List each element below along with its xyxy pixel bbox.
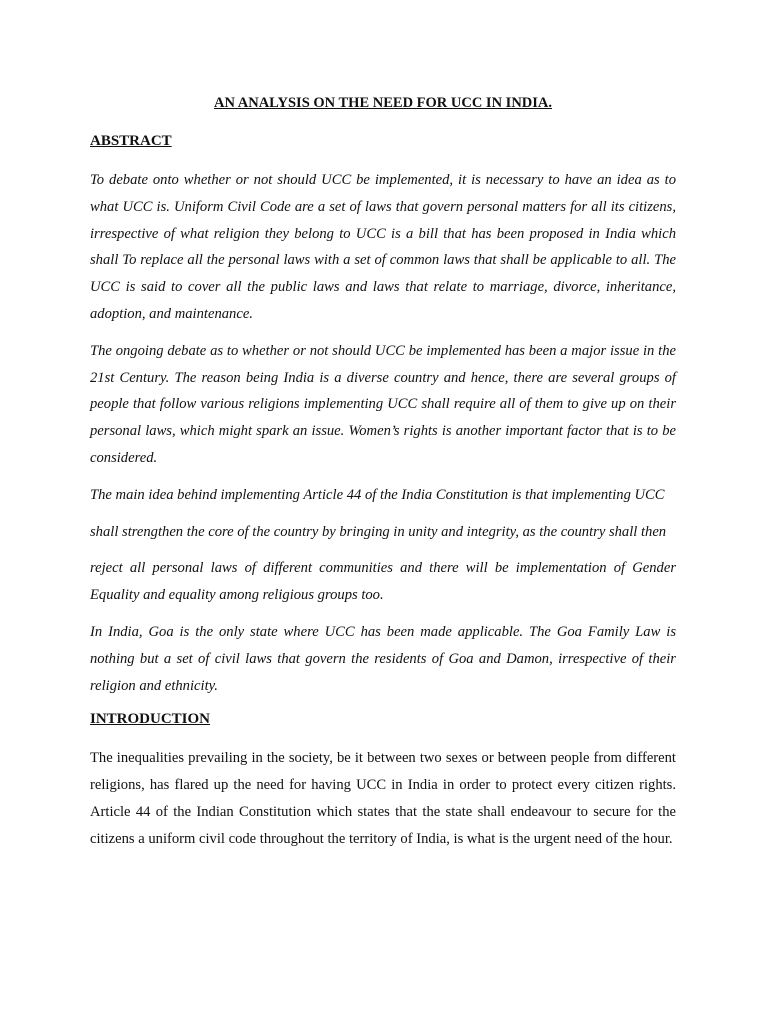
abstract-paragraph-5: reject all personal laws of different communities and there will be implementation of Gender Equality and equality among religious groups too. [90, 560, 676, 604]
introduction-heading: INTRODUCTION [90, 711, 211, 728]
introduction-paragraph-1: The inequalities prevailing in the society, be it between two sexes or between people from different religions, has flared up the need for having UCC in India in order to protect every citizen rights. Article 44 of the Indian Constitution which states that the state shall endeavour to secure for the citizens a uniform civil code throughout the territory of India, is what is the urgent need of the hour. [90, 750, 676, 847]
document-page [90, 93, 676, 863]
abstract-paragraph-6: In India, Goa is the only state where UCC has been made applicable. The Goa Family Law is nothing but a set of civil laws that govern the residents of Goa and Damon, irrespective of their religion and ethnicity. [90, 623, 676, 694]
document-title: AN ANALYSIS ON THE NEED FOR UCC IN INDIA. [214, 95, 552, 111]
abstract-paragraph-2: The ongoing debate as to whether or not should UCC be implemented has been a major issue in the 21st Century. The reason being India is a diverse country and hence, there are several groups of people that follow various religions implementing UCC shall require all of them to give up on their personal laws, which might spark an issue. Women’s rights is another important factor that is to be considered. [90, 342, 676, 466]
abstract-paragraph-3: The main idea behind implementing Article 44 of the India Constitution is that implementing UCC [90, 486, 665, 503]
abstract-paragraph-1: To debate onto whether or not should UCC be implemented, it is necessary to have an idea as to what UCC is. Uniform Civil Code are a set of laws that govern personal matters for all its citizens, irrespective of what religion they belong to UCC is a bill that has been proposed in India which shall To replace all the personal laws with a set of common laws that shall be applicable to all. The UCC is said to cover all the public laws and laws that relate to marriage, divorce, inheritance, adoption, and maintenance. [90, 172, 676, 322]
abstract-paragraph-4: shall strengthen the core of the country by bringing in unity and integrity, as the country shall then [90, 523, 667, 540]
abstract-heading: ABSTRACT [90, 133, 172, 149]
